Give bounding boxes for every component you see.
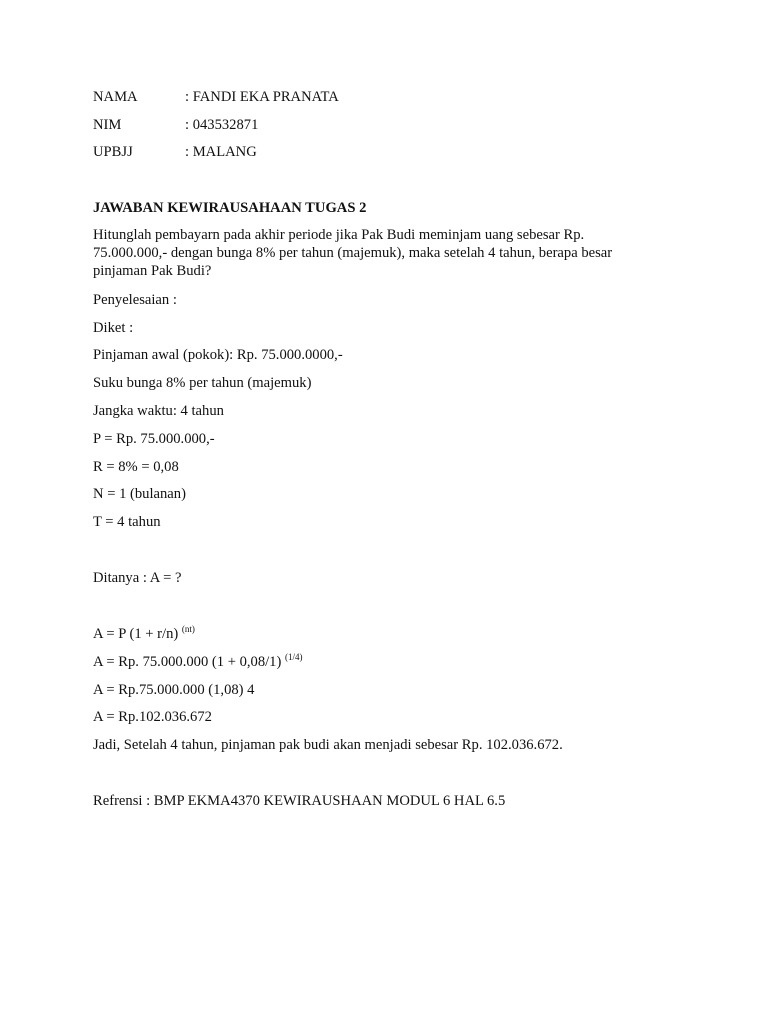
formula-2 xyxy=(93,653,303,671)
variable-r: R = 8% = 0,08 xyxy=(93,459,179,475)
suku-bunga: Suku bunga 8% per tahun (majemuk) xyxy=(93,375,312,391)
formula-3: A = Rp.75.000.000 (1,08) 4 xyxy=(93,682,255,698)
upbjj-label: UPBJJ xyxy=(93,144,133,160)
nama-value: : FANDI EKA PRANATA xyxy=(185,89,339,105)
formula-1-exponent: (nt) xyxy=(181,624,195,634)
assignment-heading: JAWABAN KEWIRAUSAHAAN TUGAS 2 xyxy=(93,200,367,216)
diket-label: Diket : xyxy=(93,320,134,336)
question-line-2: 75.000.000,- dengan bunga 8% per tahun (majemuk), maka setelah 4 tahun, berapa besar xyxy=(93,245,613,261)
formula-1-base: A = P (1 + r/n) xyxy=(93,626,182,642)
reference: Refrensi : BMP EKMA4370 KEWIRAUSHAAN MODUL 6 HAL 6.5 xyxy=(93,793,506,809)
nim-row xyxy=(93,116,258,134)
variable-p: P = Rp. 75.000.000,- xyxy=(93,431,215,447)
ditanya: Ditanya : A = ? xyxy=(93,570,182,586)
jangka-waktu: Jangka waktu: 4 tahun xyxy=(93,403,224,419)
upbjj-value: : MALANG xyxy=(185,144,257,160)
formula-2-exponent: (1/4) xyxy=(285,652,303,662)
upbjj-row xyxy=(93,143,257,161)
formula-1 xyxy=(93,625,195,643)
question-line-1: Hitunglah pembayarn pada akhir periode jika Pak Budi meminjam uang sebesar Rp. xyxy=(93,227,585,243)
variable-n: N = 1 (bulanan) xyxy=(93,486,186,502)
formula-4: A = Rp.102.036.672 xyxy=(93,709,212,725)
formula-2-base: A = Rp. 75.000.000 (1 + 0,08/1) xyxy=(93,654,285,670)
nama-label: NAMA xyxy=(93,89,138,105)
nama-row xyxy=(93,88,339,106)
conclusion: Jadi, Setelah 4 tahun, pinjaman pak budi akan menjadi sebesar Rp. 102.036.672. xyxy=(93,737,563,753)
penyelesaian-label: Penyelesaian : xyxy=(93,292,177,308)
question-line-3: pinjaman Pak Budi? xyxy=(93,263,212,279)
variable-t: T = 4 tahun xyxy=(93,514,161,530)
nim-label: NIM xyxy=(93,117,122,133)
nim-value: : 043532871 xyxy=(185,117,259,133)
pinjaman-awal: Pinjaman awal (pokok): Rp. 75.000.0000,- xyxy=(93,347,343,363)
